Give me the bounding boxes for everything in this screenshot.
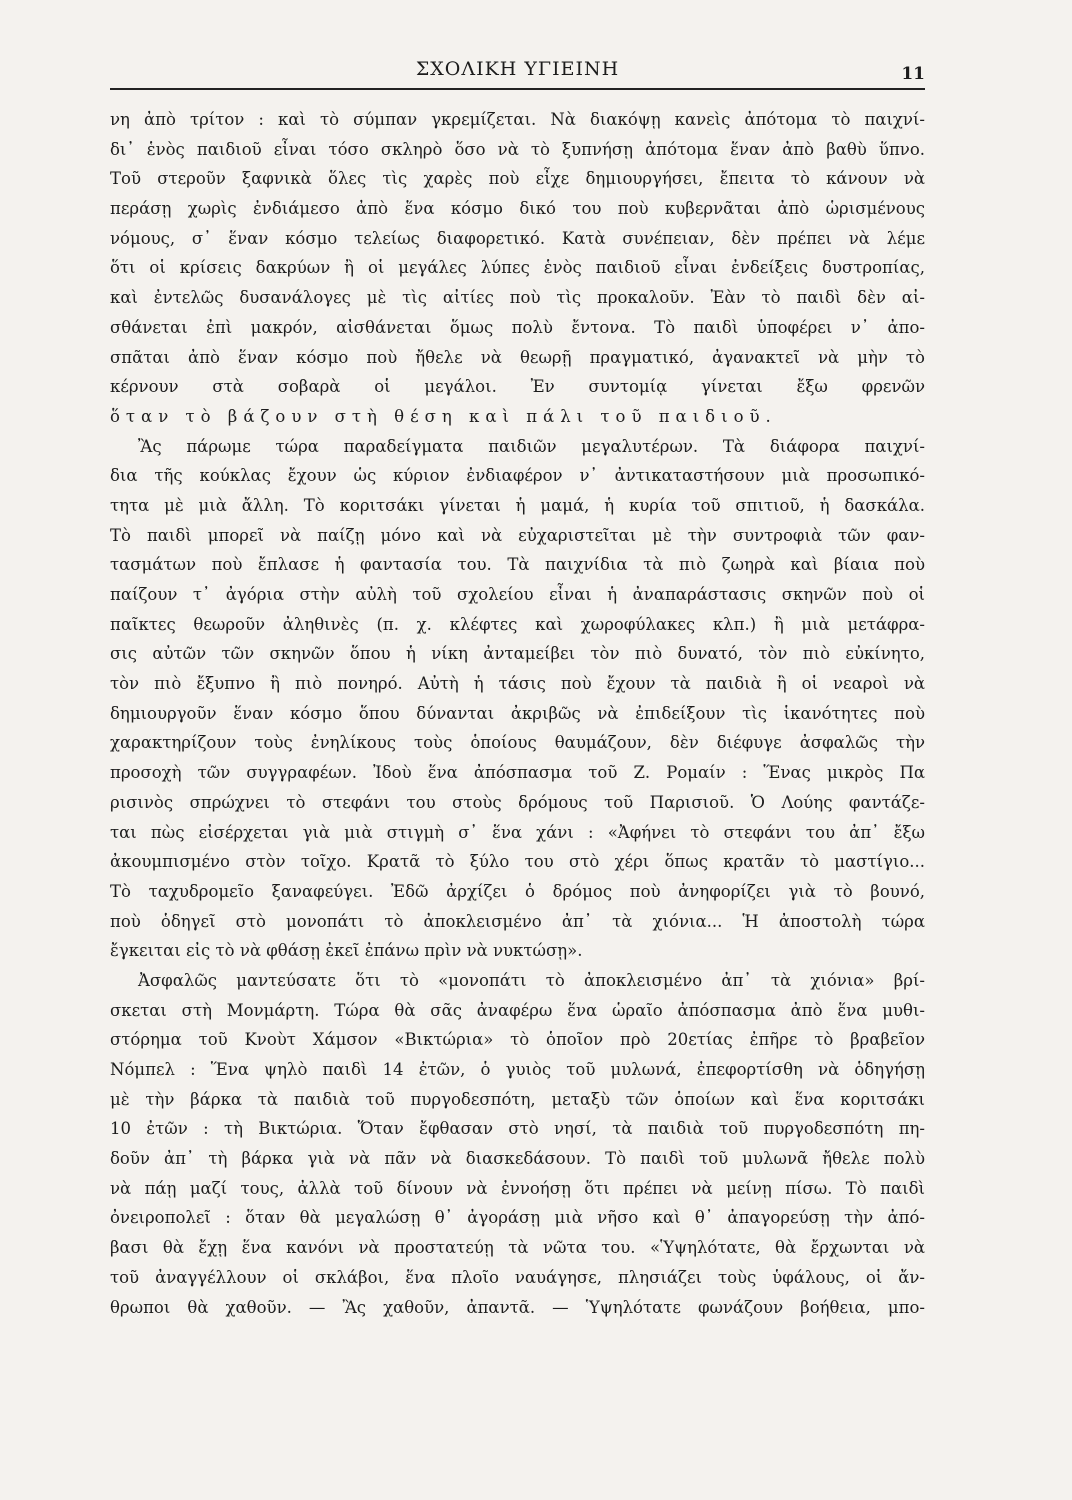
text-line: δοῦν ἀπ᾽ τὴ βάρκα γιὰ νὰ πᾶν νὰ διασκεδάσουν. Τὸ παιδὶ τοῦ μυλωνᾶ ἤθελε πολὺ [110, 1149, 925, 1169]
text-line: μὲ τὴν βάρκα τὰ παιδιὰ τοῦ πυργοδεσπότη, μεταξὺ τῶν ὁποίων καὶ ἕνα κοριτσάκι [110, 1089, 925, 1109]
text-line: σπᾶται ἀπὸ ἕναν κόσμο ποὺ ἤθελε νὰ θεωρῇ πραγματικό, ἀγανακτεῖ νὰ μὴν τὸ [110, 347, 925, 367]
text-line: παίζουν τ᾽ ἀγόρια στὴν αὐλὴ τοῦ σχολείου εἶναι ἡ ἀναπαράστασις σκηνῶν ποὺ οἱ [110, 585, 925, 604]
text-line: νόμους, σ᾽ ἕναν κόσμο τελείως διαφορετικό. Κατὰ συνέπειαν, δὲν πρέπει νὰ λέμε [110, 228, 925, 248]
text-line: σκεται στὴ Μονμάρτη. Τώρα θὰ σᾶς ἀναφέρω ἕνα ὡραῖο ἀπόσπασμα ἀπὸ ἕνα μυθι- [110, 1000, 925, 1020]
text-line: τοῦ ἀναγγέλλουν οἱ σκλάβοι, ἕνα πλοῖο ναυάγησε, πλησιάζει τοὺς ὑφάλους, οἱ ἄν- [110, 1267, 925, 1287]
text-line: ὅταν τὸ βάζουν στὴ θέση καὶ πάλι τοῦ παιδιοῦ. [110, 406, 777, 426]
text-line: περάσῃ χωρὶς ἐνδιάμεσο ἀπὸ ἕνα κόσμο δικό του ποὺ κυβερνᾶται ἀπὸ ὡρισμένους [110, 199, 925, 219]
text-line: Ἀσφαλῶς μαντεύσατε ὅτι τὸ «μονοπάτι τὸ ἀποκλεισμένο ἀπ᾽ τὰ χιόνια» βρί- [138, 970, 925, 990]
body-text [110, 105, 925, 1322]
text-line: δι᾽ ἑνὸς παιδιοῦ εἶναι τόσο σκληρὸ ὅσο νὰ τὸ ξυπνήσῃ ἀπότομα ἕναν ἀπὸ βαθὺ ὕπνο. [110, 139, 925, 159]
text-line: θρωποι θὰ χαθοῦν. — Ἂς χαθοῦν, ἀπαντᾶ. — Ὑψηλότατε φωνάζουν βοήθεια, μπο- [110, 1297, 925, 1317]
text-line: Τοῦ στεροῦν ξαφνικὰ ὅλες τὶς χαρὲς ποὺ εἶχε δημιουργήσει, ἔπειτα τὸ κάνουν νὰ [110, 169, 925, 189]
text-line: παῖκτες θεωροῦν ἀληθινὲς (π. χ. κλέφτες καὶ χωροφύλακες κλπ.) ἢ μιὰ μετάφρα- [110, 614, 925, 634]
text-line: ἔγκειται εἰς τὸ νὰ φθάσῃ ἐκεῖ ἐπάνω πρὶν νὰ νυκτώσῃ». [110, 941, 583, 961]
text-line: Νόμπελ : Ἕνα ψηλὸ παιδὶ 14 ἐτῶν, ὁ γυιὸς τοῦ μυλωνά, ἐπεφορτίσθη νὰ ὁδηγήσῃ [110, 1060, 925, 1079]
text-line: Τὸ ταχυδρομεῖο ξαναφεύγει. Ἐδῶ ἀρχίζει ὁ δρόμος ποὺ ἀνηφορίζει γιὰ τὸ βουνό, [110, 881, 925, 901]
text-line: ρισινὸς σπρώχνει τὸ στεφάνι του στοὺς δρόμους τοῦ Παρισιοῦ. Ὁ Λούης φαντάζε- [110, 792, 925, 812]
text-line: δημιουργοῦν ἕναν κόσμο ὅπου δύνανται ἀκριβῶς νὰ ἐπιδείξουν τὶς ἱκανότητες ποὺ [110, 703, 925, 723]
text-line: σις αὐτῶν τῶν σκηνῶν ὅπου ἡ νίκη ἀνταμείβει τὸν πιὸ δυνατό, τὸν πιὸ εὐκίνητο, [110, 644, 925, 664]
text-line: ὅτι οἱ κρίσεις δακρύων ἢ οἱ μεγάλες λύπες ἑνὸς παιδιοῦ εἶναι ἐνδείξεις δυστροπίας, [110, 258, 925, 278]
text-line: σθάνεται ἐπὶ μακρόν, αἰσθάνεται ὅμως πολὺ ἔντονα. Τὸ παιδὶ ὑποφέρει ν᾽ ἀπο- [110, 317, 925, 337]
running-title: ΣΧΟΛΙΚΗ ΥΓΙΕΙΝΗ [415, 58, 620, 80]
text-line: ὀνειροπολεῖ : ὅταν θὰ μεγαλώσῃ θ᾽ ἀγοράσῃ μιὰ νῆσο καὶ θ᾽ ἀπαγορεύσῃ τὴν ἀπό- [110, 1208, 925, 1228]
text-line: Ἂς πάρωμε τώρα παραδείγματα παιδιῶν μεγαλυτέρων. Τὰ διάφορα παιχνί- [138, 436, 925, 456]
text-line: ποὺ ὁδηγεῖ στὸ μονοπάτι τὸ ἀποκλεισμένο ἀπ᾽ τὰ χιόνια... Ἡ ἀποστολὴ τώρα [110, 911, 925, 931]
text-line: προσοχὴ τῶν συγγραφέων. Ἰδοὺ ἕνα ἀπόσπασμα τοῦ Ζ. Ρομαίν : Ἕνας μικρὸς Πα [110, 763, 925, 783]
text-line: καὶ ἐντελῶς δυσανάλογες μὲ τὶς αἰτίες ποὺ τὶς προκαλοῦν. Ἐὰν τὸ παιδὶ δὲν αἰ- [110, 288, 925, 308]
text-line: στόρημα τοῦ Κνοὺτ Χάμσον «Βικτώρια» τὸ ὁποῖον πρὸ 20ετίας ἐπῆρε τὸ βραβεῖον [110, 1030, 925, 1050]
text-line: 10 ἐτῶν : τὴ Βικτώρια. Ὅταν ἔφθασαν στὸ νησί, τὰ παιδιὰ τοῦ πυργοδεσπότη πη- [110, 1119, 925, 1139]
text-line: τητα μὲ μιὰ ἄλλη. Τὸ κοριτσάκι γίνεται ἡ μαμά, ἡ κυρία τοῦ σπιτιοῦ, ἡ δασκάλα. [110, 495, 925, 515]
text-line: νὰ πάῃ μαζί τους, ἀλλὰ τοῦ δίνουν νὰ ἐννοήσῃ ὅτι πρέπει νὰ μείνῃ πίσω. Τὸ παιδὶ [110, 1178, 925, 1198]
text-line: χαρακτηρίζουν τοὺς ἐνηλίκους τοὺς ὁποίους θαυμάζουν, δὲν διέφυγε ἀσφαλῶς τὴν [110, 733, 925, 753]
text-line: τασμάτων ποὺ ἔπλασε ἡ φαντασία του. Τὰ παιχνίδια τὰ πιὸ ζωηρὰ καὶ βίαια ποὺ [110, 555, 925, 575]
text-line: κέρνουν στὰ σοβαρὰ οἱ μεγάλοι. Ἐν συντομίᾳ γίνεται ἔξω φρενῶν [110, 377, 925, 397]
text-line: βασι θὰ ἔχῃ ἕνα κανόνι νὰ προστατεύῃ τὰ νῶτα του. «Ὑψηλότατε, θὰ ἔρχωνται νὰ [110, 1238, 925, 1258]
text-line: δια τῆς κούκλας ἔχουν ὡς κύριον ἐνδιαφέρον ν᾽ ἀντικαταστήσουν μιὰ προσωπικό- [110, 466, 925, 486]
text-line: νη ἀπὸ τρίτον : καὶ τὸ σύμπαν γκρεμίζεται. Νὰ διακόψῃ κανεὶς ἀπότομα τὸ παιχνί- [110, 110, 925, 129]
text-line: ται πὼς εἰσέρχεται γιὰ μιὰ στιγμὴ σ᾽ ἕνα χάνι : «Ἀφήνει τὸ στεφάνι του ἀπ᾽ ἔξω [110, 822, 925, 842]
text-line: τὸν πιὸ ἔξυπνο ἢ πιὸ πονηρό. Αὐτὴ ἡ τάσις ποὺ ἔχουν τὰ παιδιὰ ἢ οἱ νεαροὶ νὰ [110, 674, 925, 694]
text-line: Τὸ παιδὶ μπορεῖ νὰ παίζῃ μόνο καὶ νὰ εὐχαριστεῖται μὲ τὴν συντροφιὰ τῶν φαν- [110, 525, 925, 545]
header-rule [110, 88, 925, 90]
page-header [110, 58, 925, 88]
page-number: 11 [901, 64, 925, 84]
text-line: ἀκουμπισμένο στὸν τοῖχο. Κρατᾶ τὸ ξύλο του στὸ χέρι ὅπως κρατᾶν τὸ μαστίγιο... [110, 852, 925, 872]
